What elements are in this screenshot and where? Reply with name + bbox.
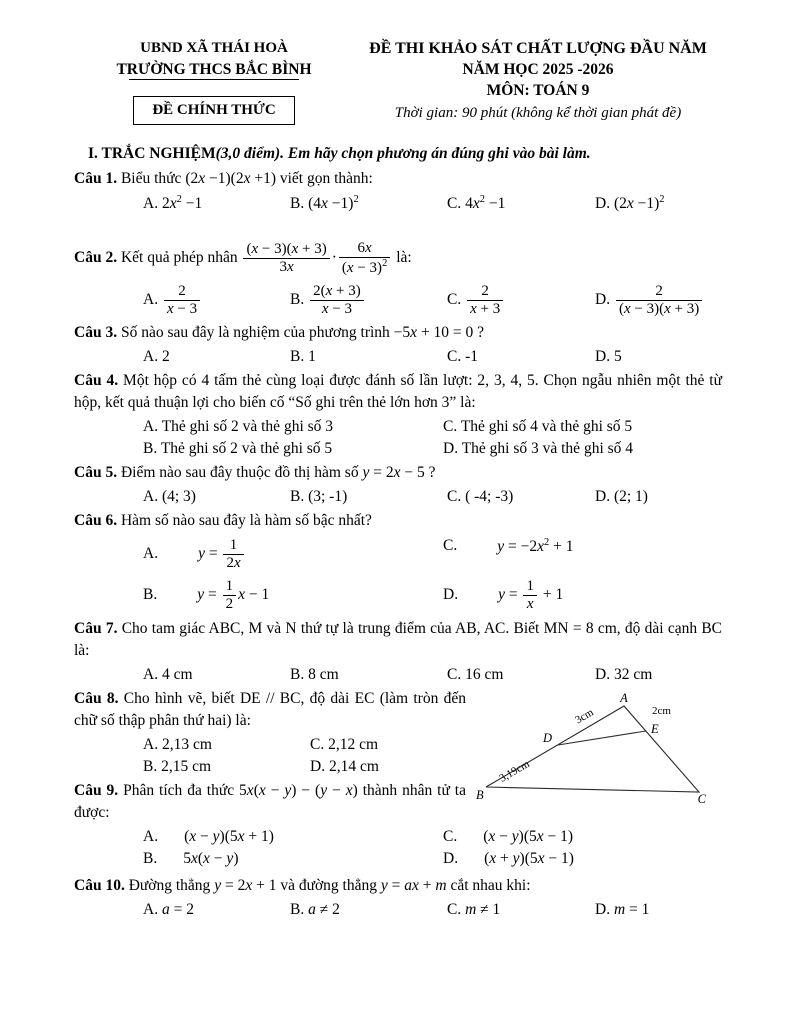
question-2-option-b: B. $\frac{2(x + 3)}{x - 3}$ (290, 282, 447, 319)
question-3-option-a: A. 2 (143, 348, 170, 366)
question-9-label: Câu 9. (74, 781, 119, 799)
section-label: I. TRẮC NGHIỆM (88, 145, 216, 162)
question-10-option-c: C. m ≠ 1 (447, 900, 501, 918)
question-9-option-d: D. (x + y)(5x − 1) (443, 849, 574, 867)
question-5-option-c: C. ( -4; -3) (447, 488, 514, 506)
question-1-options (143, 194, 722, 213)
question-8-option-b: B. 2,15 cm (143, 757, 212, 775)
question-3-option-b: B. 1 (290, 348, 316, 366)
question-3-option-d: D. 5 (595, 348, 622, 366)
question-3-option-c: C. -1 (447, 348, 479, 366)
question-4-label: Câu 4. (74, 372, 119, 390)
question-9-option-c: C. (x − y)(5x − 1) (443, 827, 574, 845)
exam-duration: Thời gian: 90 phút (không kể thời gian phát đề) (394, 105, 682, 121)
question-2-options (143, 282, 722, 319)
question-3-options (143, 348, 722, 366)
question-5-option-d: D. (2; 1) (595, 488, 648, 506)
document-header (74, 40, 722, 125)
question-7-options (143, 666, 722, 684)
question-6-text: Hàm số nào sau đây là hàm số bậc nhất? (120, 512, 372, 530)
question-4-text: Một hộp có 4 tấm thẻ cùng loại được đánh số lần lượt: 2, 3, 4, 5. Chọn ngẫu nhiên một thẻ từ hộp, kết quả thuận lợi cho biến cố “Số ghi trên thẻ lớn hơn 3” là: (74, 372, 723, 412)
triangle-figure (474, 692, 722, 804)
question-1-text: Biểu thức (2x −1)(2x +1) viết gọn thành: (120, 170, 373, 187)
figure-measure-BD: 3,19cm (497, 757, 532, 785)
question-9-options (143, 828, 722, 868)
question-9-option-b: B. 5x(x − y) (143, 849, 239, 867)
question-4-option-c: C. Thẻ ghi số 4 và thẻ ghi số 5 (443, 418, 633, 436)
figure-label-E: E (651, 721, 659, 736)
question-5-options (143, 488, 722, 506)
question-2-option-d: D. $\frac{2}{(x - 3)(x + 3)}$ (595, 282, 722, 319)
header-right (354, 40, 722, 125)
question-2-option-a: A. $\frac{2}{x - 3}$ (143, 282, 290, 319)
official-exam-box: ĐỀ CHÍNH THỨC (133, 96, 294, 125)
exam-title: ĐỀ THI KHẢO SÁT CHẤT LƯỢNG ĐẦU NĂM (369, 40, 707, 57)
section-heading (88, 145, 722, 163)
question-8-option-a: A. 2,13 cm (143, 735, 212, 753)
triangle-outline (486, 706, 699, 792)
question-10-option-a: A. a = 2 (143, 900, 194, 918)
question-7-option-c: C. 16 cm (447, 665, 504, 683)
question-2-label: Câu 2. (74, 249, 118, 267)
subject: MÔN: TOÁN 9 (486, 82, 590, 99)
org-name-1: UBND XÃ THÁI HOÀ (140, 40, 288, 56)
question-10-option-d: D. m = 1 (595, 900, 650, 918)
question-6-options (143, 536, 722, 613)
question-8-9-block (74, 688, 722, 872)
question-10 (74, 875, 722, 919)
question-8-label: Câu 8. (74, 689, 119, 707)
figure-measure-AE: 2cm (652, 704, 671, 717)
question-4-option-d: D. Thẻ ghi số 3 và thẻ ghi số 4 (443, 440, 634, 458)
question-2-option-c: C. $\frac{2}{x + 3}$ (447, 282, 595, 319)
question-1-option-d: D. $(2x -1)^2$ (595, 194, 665, 213)
question-10-option-b: B. a ≠ 2 (290, 900, 340, 918)
question-7 (74, 618, 722, 684)
question-1-option-a: A. $2x^2 -1$ (143, 194, 203, 213)
question-7-option-a: A. 4 cm (143, 665, 193, 683)
question-5-label: Câu 5. (74, 464, 118, 482)
question-5-option-b: B. (3; -1) (290, 488, 348, 506)
figure-label-C: C (697, 791, 706, 804)
figure-measure-DA: 3cm (573, 705, 596, 726)
question-7-option-b: B. 8 cm (290, 665, 339, 683)
question-9-option-a: A. (x − y)(5x + 1) (143, 827, 274, 845)
question-6-option-a: A. y = $\frac{1}{2x}$ (143, 536, 443, 573)
question-6-label: Câu 6. (74, 512, 118, 530)
question-5-option-a: A. (4; 3) (143, 488, 196, 506)
question-10-options (143, 901, 722, 919)
question-6-option-d: D. y = $\frac{1}{x}$ + 1 (443, 577, 564, 612)
question-1 (74, 168, 722, 213)
question-9-text: Phân tích đa thức 5x(x − y) − (y − x) thành nhân tử ta được: (74, 781, 466, 821)
school-year: NĂM HỌC 2025 -2026 (462, 61, 614, 78)
org-name-2: TRƯỜNG THCS BẮC BÌNH (116, 61, 312, 78)
question-7-label: Câu 7. (74, 619, 118, 637)
question-6-option-b: B. y = $\frac{1}{2}$ x − 1 (143, 577, 270, 612)
question-1-option-c: C. $4x^2 -1$ (447, 194, 506, 213)
question-7-option-d: D. 32 cm (595, 665, 653, 683)
question-6-option-c: C. $y = -2x^2 + 1$ (443, 536, 574, 555)
header-left (74, 40, 354, 125)
section-desc: (3,0 điểm). Em hãy chọn phương án đúng ghi vào bài làm. (215, 145, 591, 162)
question-3-label: Câu 3. (74, 324, 118, 342)
question-1-label: Câu 1. (74, 170, 118, 187)
question-10-text: Đường thẳng y = 2x + 1 và đường thẳng y = ax + m cắt nhau khi: (128, 876, 531, 894)
question-5 (74, 462, 722, 506)
figure-label-B: B (476, 787, 484, 802)
figure-label-A: A (620, 691, 628, 705)
question-3 (74, 322, 722, 366)
question-7-text: Cho tam giác ABC, M và N thứ tự là trung điểm của AB, AC. Biết MN = 8 cm, độ dài cạnh BC là: (74, 619, 722, 659)
question-2 (74, 239, 722, 318)
question-8-option-d: D. 2,14 cm (310, 757, 379, 775)
question-8-option-c: C. 2,12 cm (310, 735, 379, 753)
question-3-text: Số nào sau đây là nghiệm của phương trình −5x + 10 = 0 ? (120, 324, 485, 342)
question-8-options (143, 736, 466, 776)
question-4-option-b: B. Thẻ ghi số 2 và thẻ ghi số 5 (143, 440, 333, 458)
question-10-label: Câu 10. (74, 876, 125, 894)
question-4-options (143, 418, 722, 458)
question-4-option-a: A. Thẻ ghi số 2 và thẻ ghi số 3 (143, 418, 334, 436)
segment-DE (558, 731, 646, 745)
question-2-text: Kết quả phép nhân $\frac{(x - 3)(x + 3)}{3x}$ · $\frac{6x}{(x - 3)^2}$ là: (120, 240, 412, 276)
question-8-text: Cho hình vẽ, biết DE // BC, độ dài EC (làm tròn đến chữ số thập phân thứ hai) là: (74, 689, 466, 729)
figure-label-D: D (542, 730, 552, 745)
question-1-option-b: B. $(4x -1)^2$ (290, 194, 359, 213)
question-4 (74, 370, 722, 458)
question-6 (74, 510, 722, 613)
question-5-text: Điểm nào sau đây thuộc đồ thị hàm số y = 2x − 5 ? (120, 464, 436, 482)
